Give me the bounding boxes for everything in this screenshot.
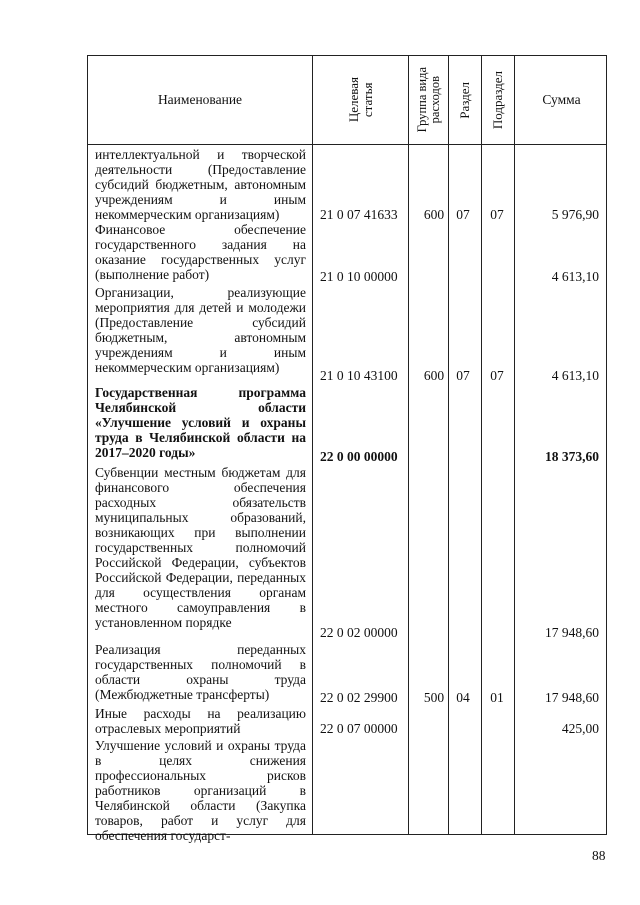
header-name-text: Наименование [157, 92, 243, 107]
row-sum: 4 613,10 [551, 269, 599, 284]
header-target [313, 56, 408, 144]
header-section-text: Раздел [457, 81, 472, 119]
header-target-text: Целевая статья [345, 77, 375, 123]
row-code: 21 0 10 43100 [320, 368, 398, 383]
col-divider [448, 56, 449, 834]
row-name: Организации, реализующие мероприятия для детей и молодежи (Предоставление субсидий бюджетным, автономным учреждениям и иным некоммерческим организациям) [95, 285, 306, 375]
col-divider [481, 56, 482, 834]
row-code: 21 0 10 00000 [320, 269, 398, 284]
header-name [88, 56, 312, 144]
header-group [409, 56, 448, 144]
row-section: 07 [456, 207, 470, 222]
header-divider [88, 144, 606, 145]
row-name: Иные расходы на реализацию отраслевых мероприятий [95, 706, 306, 736]
row-subsection: 01 [490, 690, 504, 705]
row-sum: 5 976,90 [551, 207, 599, 222]
row-code: 22 0 07 00000 [320, 721, 398, 736]
row-group: 500 [423, 690, 445, 705]
row-sum: 4 613,10 [551, 368, 599, 383]
row-name: Улучшение условий и охраны труда в целях снижения профессиональных рисков работников организаций в Челябинской области (Закупка товаров, работ и услуг для обеспечения государст- [95, 738, 306, 843]
row-sum: 18 373,60 [545, 449, 599, 464]
col-divider [312, 56, 313, 834]
row-subsection: 07 [490, 368, 504, 383]
row-code: 22 0 02 29900 [320, 690, 398, 705]
header-sum [515, 56, 608, 144]
row-name: Субвенции местным бюджетам для финансового обеспечения расходных обязательств муниципальных образований, возникающих при выполнении государственных полномочий Российской Федерации, субъектов Российской Федерации, переданных для осуществления органам местного самоуправления в установленном порядке [95, 465, 306, 630]
row-section: 07 [456, 368, 470, 383]
row-code: 22 0 00 00000 [320, 449, 398, 464]
header-subsection-text: Подраздел [490, 70, 505, 130]
row-code: 22 0 02 00000 [320, 625, 398, 640]
page-number: 88 [592, 848, 606, 863]
row-sum: 425,00 [561, 721, 599, 736]
row-subsection: 07 [490, 207, 504, 222]
row-name: Финансовое обеспечение государственного задания на оказание государственных услуг (выполнение работ) [95, 222, 306, 282]
row-sum: 17 948,60 [545, 690, 599, 705]
header-section [449, 56, 481, 144]
col-divider [514, 56, 515, 834]
col-divider [408, 56, 409, 834]
row-section: 04 [456, 690, 470, 705]
row-name: интеллектуальной и творческой деятельности (Предоставление субсидий бюджетным, автономным учреждениям и иным некоммерческим организациям) [95, 147, 306, 222]
header-sum-text: Сумма [542, 92, 581, 107]
row-sum: 17 948,60 [545, 625, 599, 640]
row-code: 21 0 07 41633 [320, 207, 398, 222]
budget-table [87, 55, 607, 843]
header-group-text: Группа вида расходов [414, 67, 442, 133]
header-subsection [482, 56, 514, 144]
row-name: Реализация переданных государственных полномочий в области охраны труда (Межбюджетные трансферты) [95, 642, 306, 702]
row-name: Государственная программа Челябинской области «Улучшение условий и охраны труда в Челябинской области на 2017–2020 годы» [95, 385, 306, 460]
row-group: 600 [423, 368, 445, 383]
row-group: 600 [423, 207, 445, 222]
